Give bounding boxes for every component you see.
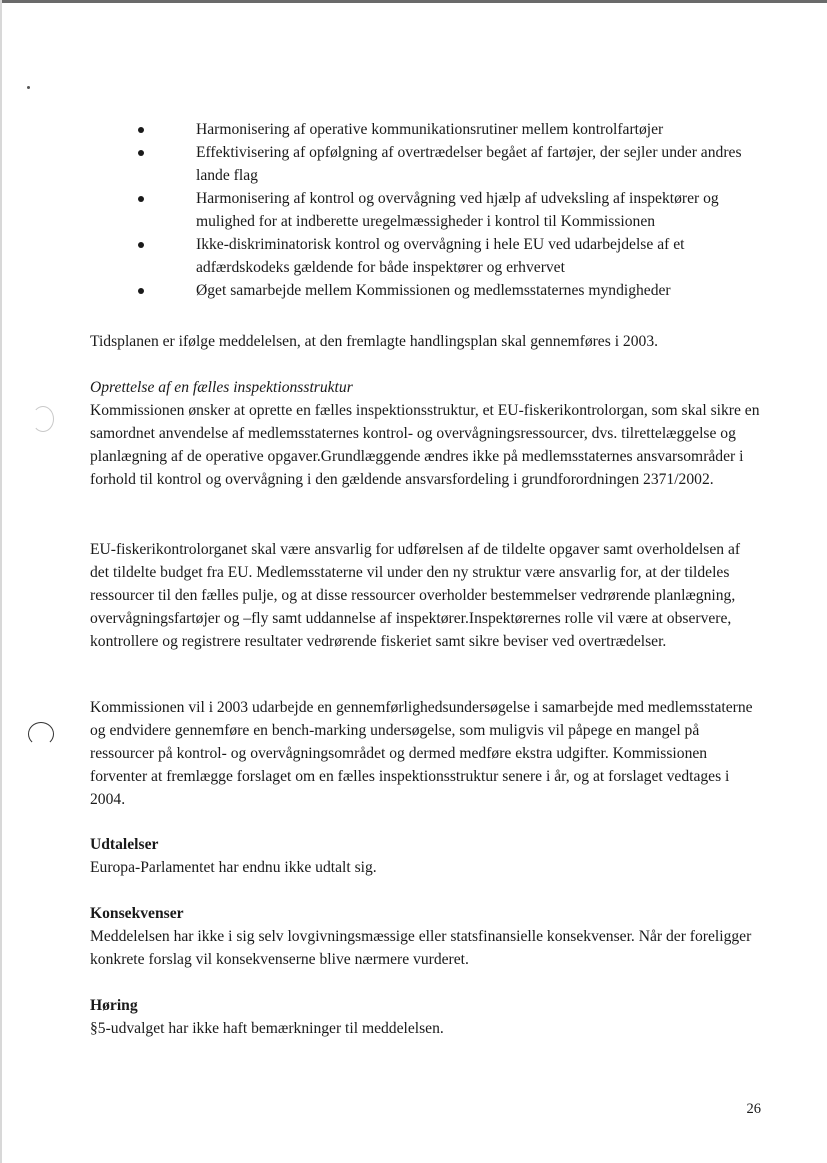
horing-section	[90, 994, 762, 1040]
inspection-section	[90, 376, 762, 491]
bullet-list	[0, 118, 827, 302]
bullet-item	[0, 187, 761, 233]
bullet-item	[0, 279, 761, 302]
konsekvenser-heading: Konsekvenser	[90, 905, 184, 922]
udtalelser-heading: Udtalelser	[90, 836, 159, 853]
horing-heading: Høring	[90, 997, 138, 1014]
punch-hole-mark-lower	[28, 722, 54, 746]
bullet-dot	[138, 242, 144, 248]
bullet-text: Effektivisering af opfølgning af overtrædelser begået af fartøjer, der sejler under andres lande flag	[196, 144, 742, 184]
page-number: 26	[746, 1101, 761, 1117]
bullet-text: Ikke-diskriminatorisk kontrol og overvågning i hele EU ved udarbejdelse af et adfærdskodeks gældende for både inspektører og erhvervet	[196, 236, 685, 276]
bullet-item	[0, 141, 761, 187]
bullet-dot	[138, 127, 144, 133]
scan-speck	[27, 86, 30, 89]
bullet-dot	[138, 196, 144, 202]
udtalelser-text: Europa-Parlamentet har endnu ikke udtalt sig.	[90, 859, 377, 876]
scan-top-border	[0, 0, 827, 3]
bullet-dot	[138, 288, 144, 294]
inspection-paragraph-1: Kommissionen ønsker at oprette en fælles inspektionsstruktur, et EU-fiskerikontrolorgan, som skal sikre en samordnet anvendelse af medlemsstaternes kontrol- og overvågningsressourcer, dvs. tilrettelæggelse og planlægning af de operative opgaver.Grundlæggende ændres ikke på medlemsstaternes ansvarsområder i forhold til kontrol og overvågning i den gældende ansvarsfordeling i grundforordningen 2371/2002.	[90, 402, 760, 488]
inspection-paragraph-3: Kommissionen vil i 2003 udarbejde en gennemførlighedsundersøgelse i samarbejde med medlemsstaterne og endvidere gennemføre en bench-marking undersøgelse, som muligvis vil påpege en mangel på ressourcer på kontrol- og overvågningsområdet og dermed medføre ekstra udgifter. Kommissionen forventer at fremlægge forslaget om en fælles inspektionsstruktur senere i år, og at forslaget vedtages i 2004.	[90, 699, 753, 808]
horing-text: §5-udvalget har ikke haft bemærkninger til meddelelsen.	[90, 1020, 444, 1037]
bullet-item	[0, 118, 761, 141]
konsekvenser-section	[90, 902, 762, 971]
bullet-dot	[138, 150, 144, 156]
inspection-paragraph-2: EU-fiskerikontrolorganet skal være ansvarlig for udførelsen af de tildelte opgaver samt overholdelsen af det tildelte budget fra EU. Medlemsstaterne vil under den ny struktur være ansvarlig for, at der tildeles ressourcer til den fælles pulje, og at disse ressourcer overholder bestemmelser vedrørende planlægning, overvågningsfartøjer og –fly samt uddannelse af inspektører.Inspektørernes rolle vil være at observere, kontrollere og registrere resultater vedrørende fiskeriet samt sikre beviser ved overtrædelser.	[90, 541, 741, 650]
inspection-heading: Oprettelse af en fælles inspektionsstruktur	[90, 379, 353, 396]
punch-hole-mark-upper	[32, 406, 54, 432]
bullet-item	[0, 233, 761, 279]
konsekvenser-text: Meddelelsen har ikke i sig selv lovgivningsmæssige eller statsfinansielle konsekvenser. Når der foreligger konkrete forslag vil konsekvenserne blive nærmere vurderet.	[90, 928, 752, 968]
bullet-text: Harmonisering af operative kommunikationsrutiner mellem kontrolfartøjer	[196, 121, 664, 138]
udtalelser-section	[90, 833, 762, 879]
bullet-text: Harmonisering af kontrol og overvågning ved hjælp af udveksling af inspektører og mulighed for at indberette uregelmæssigheder i kontrol til Kommissionen	[196, 190, 719, 230]
bullet-text: Øget samarbejde mellem Kommissionen og medlemsstaternes myndigheder	[196, 282, 671, 299]
timeline-paragraph: Tidsplanen er ifølge meddelelsen, at den fremlagte handlingsplan skal gennemføres i 2003.	[90, 333, 659, 350]
